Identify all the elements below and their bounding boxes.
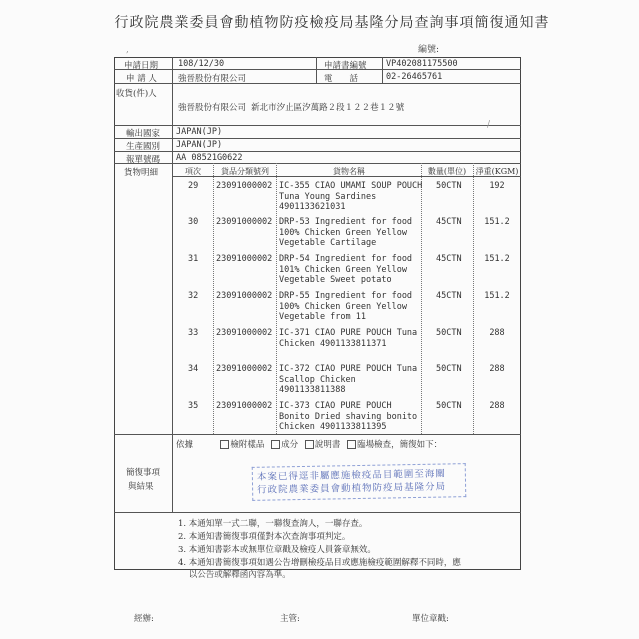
checkbox-manual[interactable] — [305, 440, 314, 449]
goods-column-divider — [213, 163, 214, 434]
goods-column-divider — [421, 163, 422, 434]
note-4: 4. 本通知書簡復事項如遇公告增刪檢疫品目或應施檢疫範圍解釋不同時，應 — [178, 558, 461, 568]
goods-net-weight: 288 — [489, 401, 505, 411]
goods-name-line: Tuna Young Sardines — [279, 191, 377, 202]
goods-item-number: 33 — [188, 328, 199, 338]
application-date-label: 申請日期 — [124, 61, 159, 71]
goods-net-weight: 151.2 — [484, 217, 510, 227]
applicant-label: 申 請 人 — [126, 74, 157, 84]
goods-quantity: 50CTN — [436, 328, 462, 338]
note-2: 2. 本通知書簡復事項僅對本次查詢事項判定。 — [178, 532, 351, 542]
export-country-value: JAPAN(JP) — [176, 127, 223, 137]
goods-name-line: 101% Chicken Green Yellow — [279, 264, 407, 275]
goods-header-code: 貨品分類號列 — [221, 167, 269, 176]
goods-class-code: 23091000002 — [216, 254, 273, 264]
footer-handler: 經辦: — [134, 614, 154, 624]
goods-item-number: 29 — [188, 181, 199, 191]
row-divider — [114, 512, 521, 513]
goods-class-code: 23091000002 — [216, 217, 273, 227]
goods-class-code: 23091000002 — [216, 328, 273, 338]
applicant-value: 強晉股份有限公司 — [178, 74, 247, 84]
checkbox-on-site[interactable] — [347, 440, 356, 449]
production-country-value: JAPAN(JP) — [176, 140, 223, 150]
goods-name — [279, 217, 419, 249]
goods-header-item: 項次 — [185, 167, 201, 176]
goods-column-divider — [276, 163, 277, 434]
goods-net-weight: 151.2 — [484, 291, 510, 301]
column-divider — [382, 57, 383, 83]
goods-header-weight: 淨重(KGM) — [475, 167, 519, 176]
scan-mark: / — [487, 120, 491, 130]
declaration-number-value: AA 08521G0622 — [176, 153, 243, 163]
goods-net-weight: 151.2 — [484, 254, 510, 264]
goods-name — [279, 181, 423, 213]
goods-name-line: Chicken 4901133811371 — [279, 338, 387, 349]
goods-item-number: 30 — [188, 217, 199, 227]
document-number-label: 編號: — [418, 45, 440, 55]
goods-quantity: 50CTN — [436, 181, 462, 191]
note-1: 1. 本通知單一式二聯，一聯復查詢人，一聯存查。 — [178, 519, 368, 529]
goods-name-line: IC-372 CIAO PURE POUCH Tuna — [279, 364, 418, 374]
goods-net-weight: 288 — [489, 364, 505, 374]
goods-header-quantity: 數量(單位) — [427, 167, 467, 176]
goods-name — [279, 254, 419, 286]
basis-option-sample: 檢附樣品 — [230, 440, 265, 450]
goods-name-line: 4901133811388 — [279, 385, 346, 395]
goods-name — [279, 401, 419, 433]
recipient-label: 收貨(件)人 — [116, 89, 157, 99]
goods-class-code: 23091000002 — [216, 181, 273, 191]
basis-label: 依據 — [176, 440, 194, 450]
declaration-number-label: 報單號碼 — [126, 155, 161, 165]
footer-supervisor: 主管: — [280, 614, 300, 624]
goods-name-line: Vegetable Cartilage — [279, 238, 377, 248]
goods-name-line: IC-355 CIAO UMAMI SOUP POUCH — [279, 181, 423, 191]
scan-mark: , — [126, 45, 129, 55]
document-title: 行政院農業委員會動植物防疫檢疫局基隆分局查詢事項簡復通知書 — [114, 15, 550, 31]
goods-quantity: 50CTN — [436, 401, 462, 411]
goods-quantity: 45CTN — [436, 217, 462, 227]
checkbox-sample[interactable] — [220, 440, 229, 449]
goods-quantity: 45CTN — [436, 291, 462, 301]
row-divider — [114, 125, 521, 126]
phone-value: 02-26465761 — [386, 72, 443, 82]
phone-label: 電 話 — [324, 74, 359, 84]
goods-class-code: 23091000002 — [216, 364, 273, 374]
row-divider — [114, 163, 521, 164]
goods-name-line: IC-371 CIAO PURE POUCH Tuna — [279, 328, 418, 338]
row-divider — [114, 151, 521, 152]
goods-item-number: 34 — [188, 364, 199, 374]
goods-name-line: DRP-53 Ingredient for food — [279, 217, 413, 227]
goods-name-line: Bonito Dried shaving bonito — [279, 411, 418, 422]
goods-name-line: DRP-55 Ingredient for food — [279, 291, 413, 301]
goods-quantity: 50CTN — [436, 364, 462, 374]
row-divider — [114, 69, 521, 70]
stamp-line1: 本案已得逕非屬應施檢疫品目範圍至海關 — [256, 468, 446, 483]
goods-class-code: 23091000002 — [216, 291, 273, 301]
stamp-line2: 行政院農業委員會動植物防疫局基隆分局 — [257, 481, 447, 496]
label-column-divider — [172, 57, 173, 512]
result-stamp — [252, 463, 467, 501]
goods-name-line: Chicken 4901133811395 — [279, 422, 387, 432]
goods-name — [279, 328, 419, 349]
basis-option-manual: 說明書 — [314, 440, 341, 450]
checkbox-ingredients[interactable] — [271, 440, 280, 449]
goods-name — [279, 364, 419, 396]
note-3: 3. 本通知書影本或無單位章戳及檢疫人員簽章無效。 — [178, 545, 376, 555]
goods-item-number: 32 — [188, 291, 199, 301]
goods-name-line: Scallop Chicken — [279, 374, 356, 385]
row-divider — [114, 138, 521, 139]
basis-option-on-site: 臨場檢查，簡復如下： — [357, 440, 443, 450]
goods-name-line: IC-373 CIAO PURE POUCH — [279, 401, 392, 411]
goods-net-weight: 288 — [489, 328, 505, 338]
goods-name — [279, 291, 419, 323]
goods-name-line: Vegetable Sweet potato — [279, 275, 392, 285]
goods-item-number: 31 — [188, 254, 199, 264]
application-date-value: 108/12/30 — [178, 59, 225, 69]
recipient-value: 強晉股份有限公司 新北市汐止區汐萬路２段１２２巷１２號 — [178, 103, 405, 113]
column-divider — [316, 57, 317, 83]
goods-name-line: 100% Chicken Green Yellow — [279, 301, 407, 312]
application-doc-number-value: VP402081175500 — [386, 59, 458, 69]
goods-name-line: 100% Chicken Green Yellow — [279, 227, 407, 238]
result-label-line2: 與結果 — [128, 482, 154, 492]
goods-net-weight: 192 — [489, 181, 505, 191]
production-country-label: 生產國別 — [126, 142, 161, 152]
goods-header-name: 貨物名稱 — [333, 167, 365, 176]
export-country-label: 輸出國家 — [126, 129, 161, 139]
footer-unit-seal: 單位章戳: — [412, 614, 449, 624]
result-label-line1: 簡復事項 — [126, 468, 161, 478]
basis-option-ingredients: 成分 — [281, 440, 299, 450]
goods-name-line: 4901133621031 — [279, 202, 346, 212]
note-4-continued: 以公告或解釋函內容為準。 — [178, 570, 291, 580]
goods-details-label: 貨物明細 — [124, 168, 159, 178]
goods-name-line: Vegetable from 11 — [279, 312, 366, 322]
goods-class-code: 23091000002 — [216, 401, 273, 411]
goods-quantity: 45CTN — [436, 254, 462, 264]
row-divider — [114, 83, 521, 84]
basis-line — [176, 438, 442, 450]
row-divider — [114, 434, 521, 435]
goods-item-number: 35 — [188, 401, 199, 411]
application-doc-number-label: 申請書編號 — [324, 61, 367, 71]
goods-name-line: DRP-54 Ingredient for food — [279, 254, 413, 264]
